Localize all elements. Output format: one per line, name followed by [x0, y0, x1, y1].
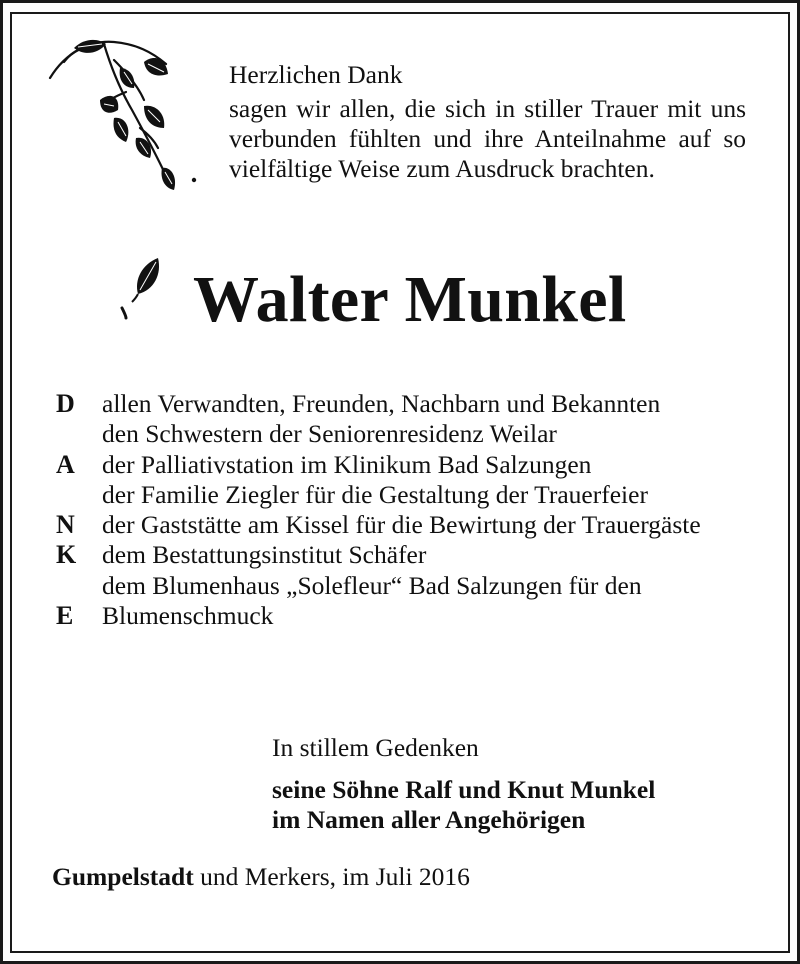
list-item — [56, 601, 748, 631]
place-name: Gumpelstadt — [52, 862, 194, 891]
acrostic-letter: K — [56, 540, 77, 570]
list-item-text: der Gaststätte am Kissel für die Bewirtung der Trauergäste — [102, 510, 701, 540]
intro-block — [229, 60, 746, 184]
list-item — [56, 480, 748, 510]
list-item-text: der Palliativstation im Klinikum Bad Salzungen — [102, 449, 592, 479]
list-item-text: allen Verwandten, Freunden, Nachbarn und Bekannten — [102, 389, 661, 418]
place-date — [52, 862, 470, 892]
intro-body: sagen wir allen, die sich in stiller Trauer mit uns verbunden fühlten und ihre Anteilnahme auf so vielfältige Weise zum Ausdruck brachten. — [229, 94, 746, 183]
closing-sons: seine Söhne Ralf und Knut Munkel — [272, 775, 656, 804]
acrostic-letter: E — [56, 601, 74, 631]
list-item-text: den Schwestern der Seniorenresidenz Weilar — [102, 419, 557, 449]
acrostic-letter — [56, 480, 102, 510]
list-item — [56, 419, 748, 449]
birch-branch-icon — [44, 34, 204, 206]
place-date-text: und Merkers, im Juli 2016 — [193, 862, 470, 891]
list-item — [56, 389, 748, 419]
closing-remembrance: In stillem Gedenken — [272, 733, 479, 762]
acrostic-letter — [56, 571, 102, 601]
thanks-list — [56, 389, 748, 631]
list-item — [56, 540, 748, 570]
list-item-text: dem Bestattungsinstitut Schäfer — [102, 540, 427, 570]
list-item-text: dem Blumenhaus „Solefleur“ Bad Salzungen für den — [102, 570, 642, 600]
list-item — [56, 450, 748, 480]
list-item — [56, 510, 748, 540]
acrostic-letter: D — [56, 389, 75, 418]
closing-block — [272, 733, 655, 835]
acrostic-letter — [56, 419, 102, 449]
intro-heading: Herzlichen Dank — [229, 60, 403, 89]
deceased-name: Walter Munkel — [193, 263, 627, 336]
list-item-text: der Familie Ziegler für die Gestaltung der Trauerfeier — [102, 479, 648, 509]
list-item-text: Blumenschmuck — [102, 601, 274, 631]
acrostic-letter: N — [56, 510, 75, 540]
falling-leaf-icon — [116, 254, 166, 324]
closing-relatives: im Namen aller Angehörigen — [272, 805, 586, 834]
acrostic-letter: A — [56, 449, 75, 479]
list-item — [56, 571, 748, 601]
